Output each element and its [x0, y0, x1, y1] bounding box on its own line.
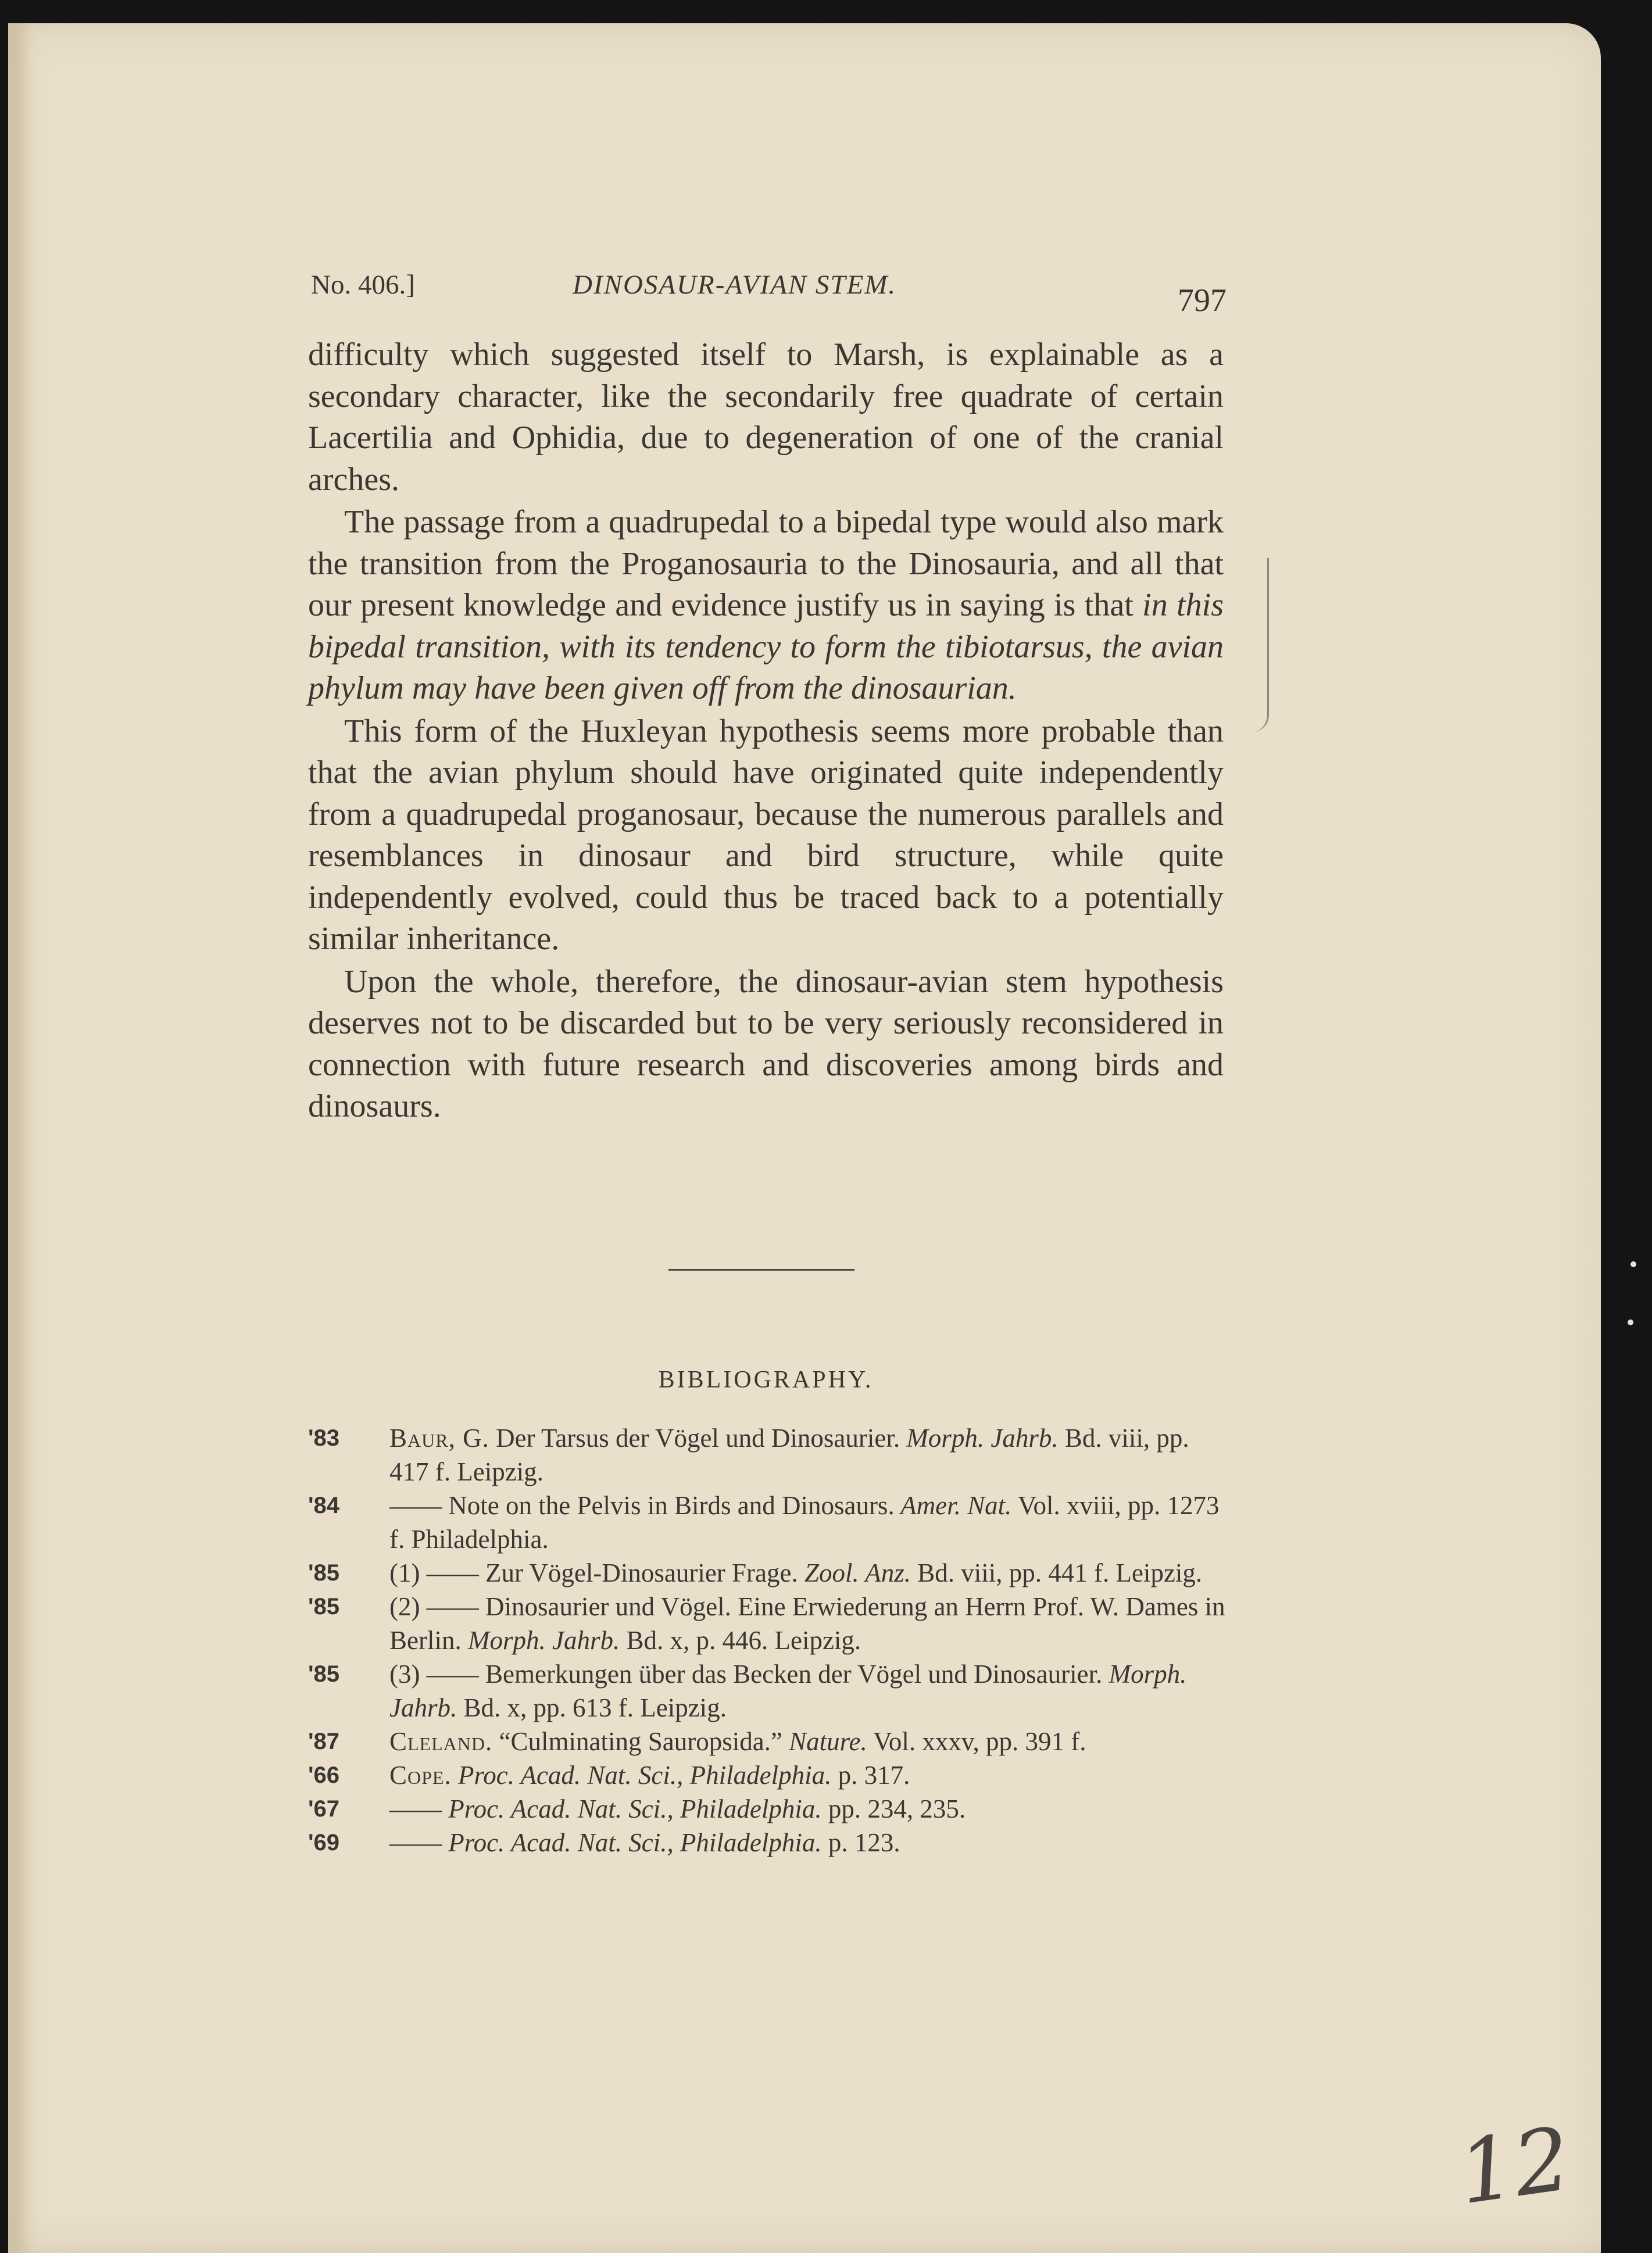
entry-details: p. 123. [821, 1828, 900, 1857]
entry-title: Der Tarsus der Vögel und Dinosaurier. [489, 1424, 900, 1453]
entry-title: Note on the Pelvis in Birds and Dinosaurs. [442, 1491, 895, 1520]
entry-details: Bd. x, p. 446. Leipzig. [620, 1626, 861, 1655]
entry-body [389, 1592, 1225, 1655]
paragraph-2-emphasis: in this bipedal transition, with its tendency to form the tibiotarsus, the avian phylum may have been given off from the dinosaurian. [308, 587, 1224, 706]
entry-details: Bd. x, pp. 613 f. Leipzig. [457, 1693, 727, 1722]
running-title: DINOSAUR-AVIAN STEM. [573, 270, 897, 300]
entry-journal: Morph. Jahrb. [461, 1626, 620, 1655]
entry-author: Baur, G. [389, 1424, 489, 1453]
bibliography-entry [308, 1725, 1227, 1758]
paragraph-2 [308, 502, 1224, 710]
entry-journal: Amer. Nat. [894, 1491, 1012, 1520]
bibliography-entry [308, 1489, 1227, 1556]
entry-author: —— [389, 1794, 442, 1823]
entry-journal: Zool. Anz. [798, 1558, 911, 1587]
entry-year: '85 [308, 1594, 340, 1619]
bibliography-entry [308, 1792, 1227, 1826]
entry-author: —— [389, 1491, 442, 1520]
entry-author: Cleland. [389, 1727, 493, 1756]
entry-details: Bd. viii, pp. 417 f. Leipzig. [389, 1424, 1189, 1486]
entry-title: Bemerkungen über das Becken der Vögel und Dinosaurier. [478, 1660, 1103, 1689]
bibliography-entry [308, 1657, 1227, 1725]
entry-year: '84 [308, 1493, 340, 1518]
entry-body [389, 1558, 1202, 1587]
handwritten-folio-number: 12 [1452, 2108, 1577, 2225]
entry-title: Dinosaurier und Vögel. Eine Erwiederung an Herrn Prof. W. Dames in Berlin. [389, 1592, 1225, 1655]
paragraph-1: difficulty which suggested itself to Marsh, is explainable as a secondary character, like the secondarily free quadrate of certain Lacertilia and Ophidia, due to degeneration of one of the cranial arches. [308, 337, 1224, 498]
entry-journal: Morph. Jahrb. [900, 1424, 1059, 1453]
bibliography-entry [308, 1826, 1227, 1859]
bibliography-entry [308, 1758, 1227, 1792]
scan-speck [1630, 1261, 1636, 1267]
entry-author: (1) —— [389, 1558, 479, 1587]
entry-journal: Proc. Acad. Nat. Sci., Philadelphia. [442, 1794, 822, 1823]
entry-journal: Nature. [782, 1727, 867, 1756]
entry-body [389, 1828, 900, 1857]
section-divider [668, 1269, 854, 1271]
entry-body [389, 1794, 966, 1823]
paragraph-2-text: The passage from a quadrupedal to a bipedal type would also mark the transition from the Proganosauria to the Dinosauria, and all that our present knowledge and evidence justify us in saying is that [308, 504, 1224, 623]
entry-body [389, 1761, 910, 1790]
paragraph-4: Upon the whole, therefore, the dinosaur-avian stem hypothesis deserves not to be discarded but to be very seriously reconsidered in connection with future research and discoveries among birds and dinosaurs. [308, 963, 1224, 1124]
entry-details: Vol. xxxv, pp. 391 f. [867, 1727, 1086, 1756]
paragraph-3: This form of the Huxleyan hypothesis seems more probable than that the avian phylum should have originated quite independently from a quadrupedal proganosaur, because the numerous parallels and resemblances in dinosaur and bird structure, while quite independently evolved, could thus be traced back to a potentially similar inheritance. [308, 713, 1224, 957]
bibliography-entry [308, 1421, 1227, 1489]
entry-body [389, 1491, 1220, 1554]
entry-year: '69 [308, 1830, 340, 1855]
entry-author: (2) —— [389, 1592, 479, 1621]
entry-journal: Proc. Acad. Nat. Sci., Philadelphia. [451, 1761, 832, 1790]
running-header [311, 264, 1227, 319]
entry-year: '83 [308, 1425, 340, 1451]
entry-year: '87 [308, 1729, 340, 1754]
entry-year: '67 [308, 1796, 340, 1822]
entry-details: p. 317. [831, 1761, 910, 1790]
issue-number: No. 406.] [311, 270, 415, 300]
scan-speck [1628, 1319, 1633, 1325]
page-number: 797 [1178, 282, 1227, 319]
entry-details: Vol. xviii, pp. 1273 f. Philadelphia. [389, 1491, 1220, 1554]
entry-journal: Morph. Jahrb. [389, 1660, 1187, 1722]
body-text [308, 334, 1224, 1129]
entry-details: Bd. viii, pp. 441 f. Leipzig. [910, 1558, 1203, 1587]
bibliography-list [308, 1421, 1227, 1859]
entry-journal: Proc. Acad. Nat. Sci., Philadelphia. [442, 1828, 822, 1857]
entry-body [389, 1660, 1186, 1722]
entry-body [389, 1424, 1189, 1486]
entry-body [389, 1727, 1086, 1756]
margin-bracket [1244, 558, 1269, 732]
bibliography-heading: BIBLIOGRAPHY. [658, 1367, 874, 1393]
entry-details: pp. 234, 235. [821, 1794, 966, 1823]
entry-year: '85 [308, 1661, 340, 1687]
entry-year: '66 [308, 1762, 340, 1788]
page-binding-shadow [8, 23, 31, 2253]
entry-author: (3) —— [389, 1660, 479, 1689]
entry-author: Cope. [389, 1761, 452, 1790]
bibliography-entry [308, 1590, 1227, 1657]
bibliography-entry [308, 1556, 1227, 1590]
entry-title: Zur Vögel-Dinosaurier Frage. [478, 1558, 798, 1587]
entry-year: '85 [308, 1560, 340, 1586]
entry-author: —— [389, 1828, 442, 1857]
entry-title: “Culminating Sauropsida.” [492, 1727, 782, 1756]
